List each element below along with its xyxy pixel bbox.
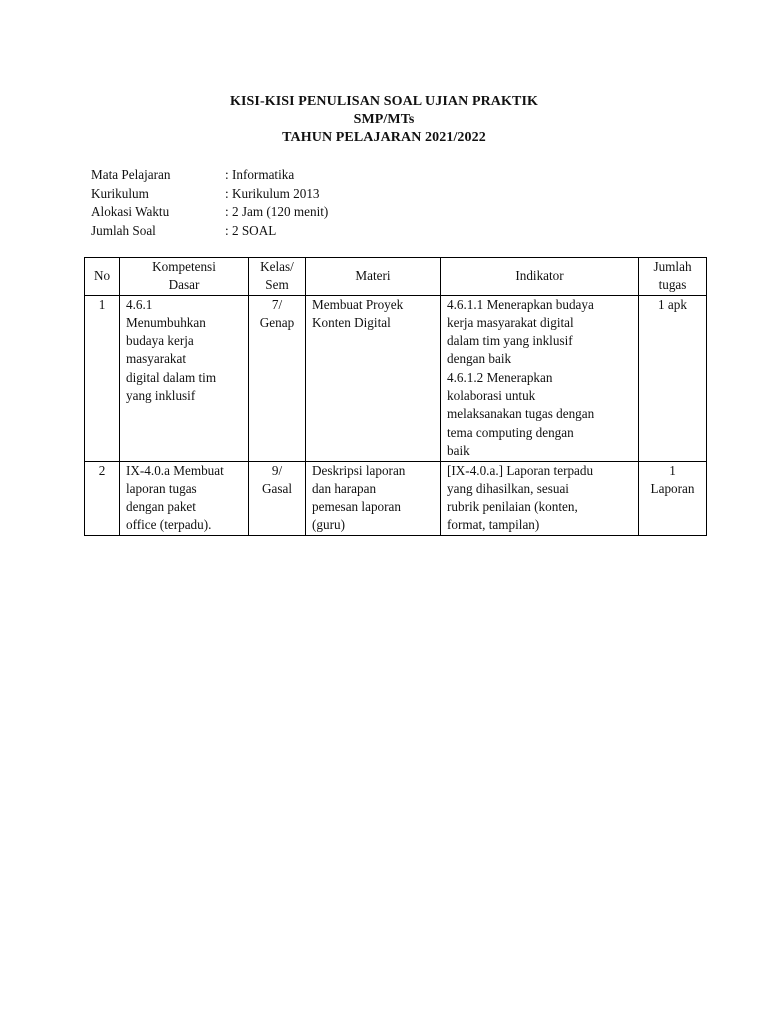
title-line-1: KISI-KISI PENULISAN SOAL UJIAN PRAKTIK <box>230 94 538 109</box>
document-title <box>0 93 768 147</box>
cell-jumlah-tugas: 1 Laporan <box>639 461 707 535</box>
header-kelas-sem: Kelas/ Sem <box>249 258 306 296</box>
cell-materi: Membuat Proyek Konten Digital <box>306 295 441 461</box>
cell-kelas-sem: 9/ Gasal <box>249 461 306 535</box>
cell-indikator: [IX-4.0.a.] Laporan terpadu yang dihasilkan, sesuai rubrik penilaian (konten, format, tampilan) <box>441 461 639 535</box>
cell-kompetensi-dasar: 4.6.1 Menumbuhkan budaya kerja masyarakat digital dalam tim yang inklusif <box>120 295 249 461</box>
cell-kelas-sem: 7/ Genap <box>249 295 306 461</box>
header-no: No <box>85 258 120 296</box>
meta-label: Alokasi Waktu <box>91 204 170 219</box>
cell-indikator: 4.6.1.1 Menerapkan budaya kerja masyarakat digital dalam tim yang inklusif dengan baik 4.6.1.2 Menerapkan kolaborasi untuk melaksanakan tugas dengan tema computing dengan baik <box>441 295 639 461</box>
meta-value: : Informatika <box>225 167 295 182</box>
cell-kompetensi-dasar: IX-4.0.a Membuat laporan tugas dengan paket office (terpadu). <box>120 461 249 535</box>
kisi-table <box>84 257 707 536</box>
meta-row-kurikulum <box>91 185 511 204</box>
cell-jumlah-tugas: 1 apk <box>639 295 707 461</box>
header-indikator: Indikator <box>441 258 639 296</box>
meta-row-jumlah-soal <box>91 222 511 241</box>
cell-no: 1 <box>85 295 120 461</box>
meta-info <box>91 166 511 240</box>
meta-value: : Kurikulum 2013 <box>225 185 320 201</box>
meta-label: Jumlah Soal <box>91 222 156 238</box>
cell-materi: Deskripsi laporan dan harapan pemesan laporan (guru) <box>306 461 441 535</box>
table-row <box>85 295 707 461</box>
meta-value: : 2 SOAL <box>225 222 277 238</box>
header-kompetensi-dasar: Kompetensi Dasar <box>120 258 249 296</box>
meta-row-alokasi-waktu <box>91 203 511 222</box>
table-row <box>85 461 707 535</box>
meta-row-mata-pelajaran <box>91 166 511 185</box>
title-line-3: TAHUN PELAJARAN 2021/2022 <box>282 130 486 145</box>
meta-label: Kurikulum <box>91 185 149 201</box>
title-line-2: SMP/MTs <box>353 112 415 127</box>
header-materi: Materi <box>306 258 441 296</box>
meta-value: : 2 Jam (120 menit) <box>225 204 329 219</box>
table-header-row <box>85 258 707 296</box>
cell-no: 2 <box>85 461 120 535</box>
meta-label: Mata Pelajaran <box>91 167 171 182</box>
header-jumlah-tugas: Jumlah tugas <box>639 258 707 296</box>
